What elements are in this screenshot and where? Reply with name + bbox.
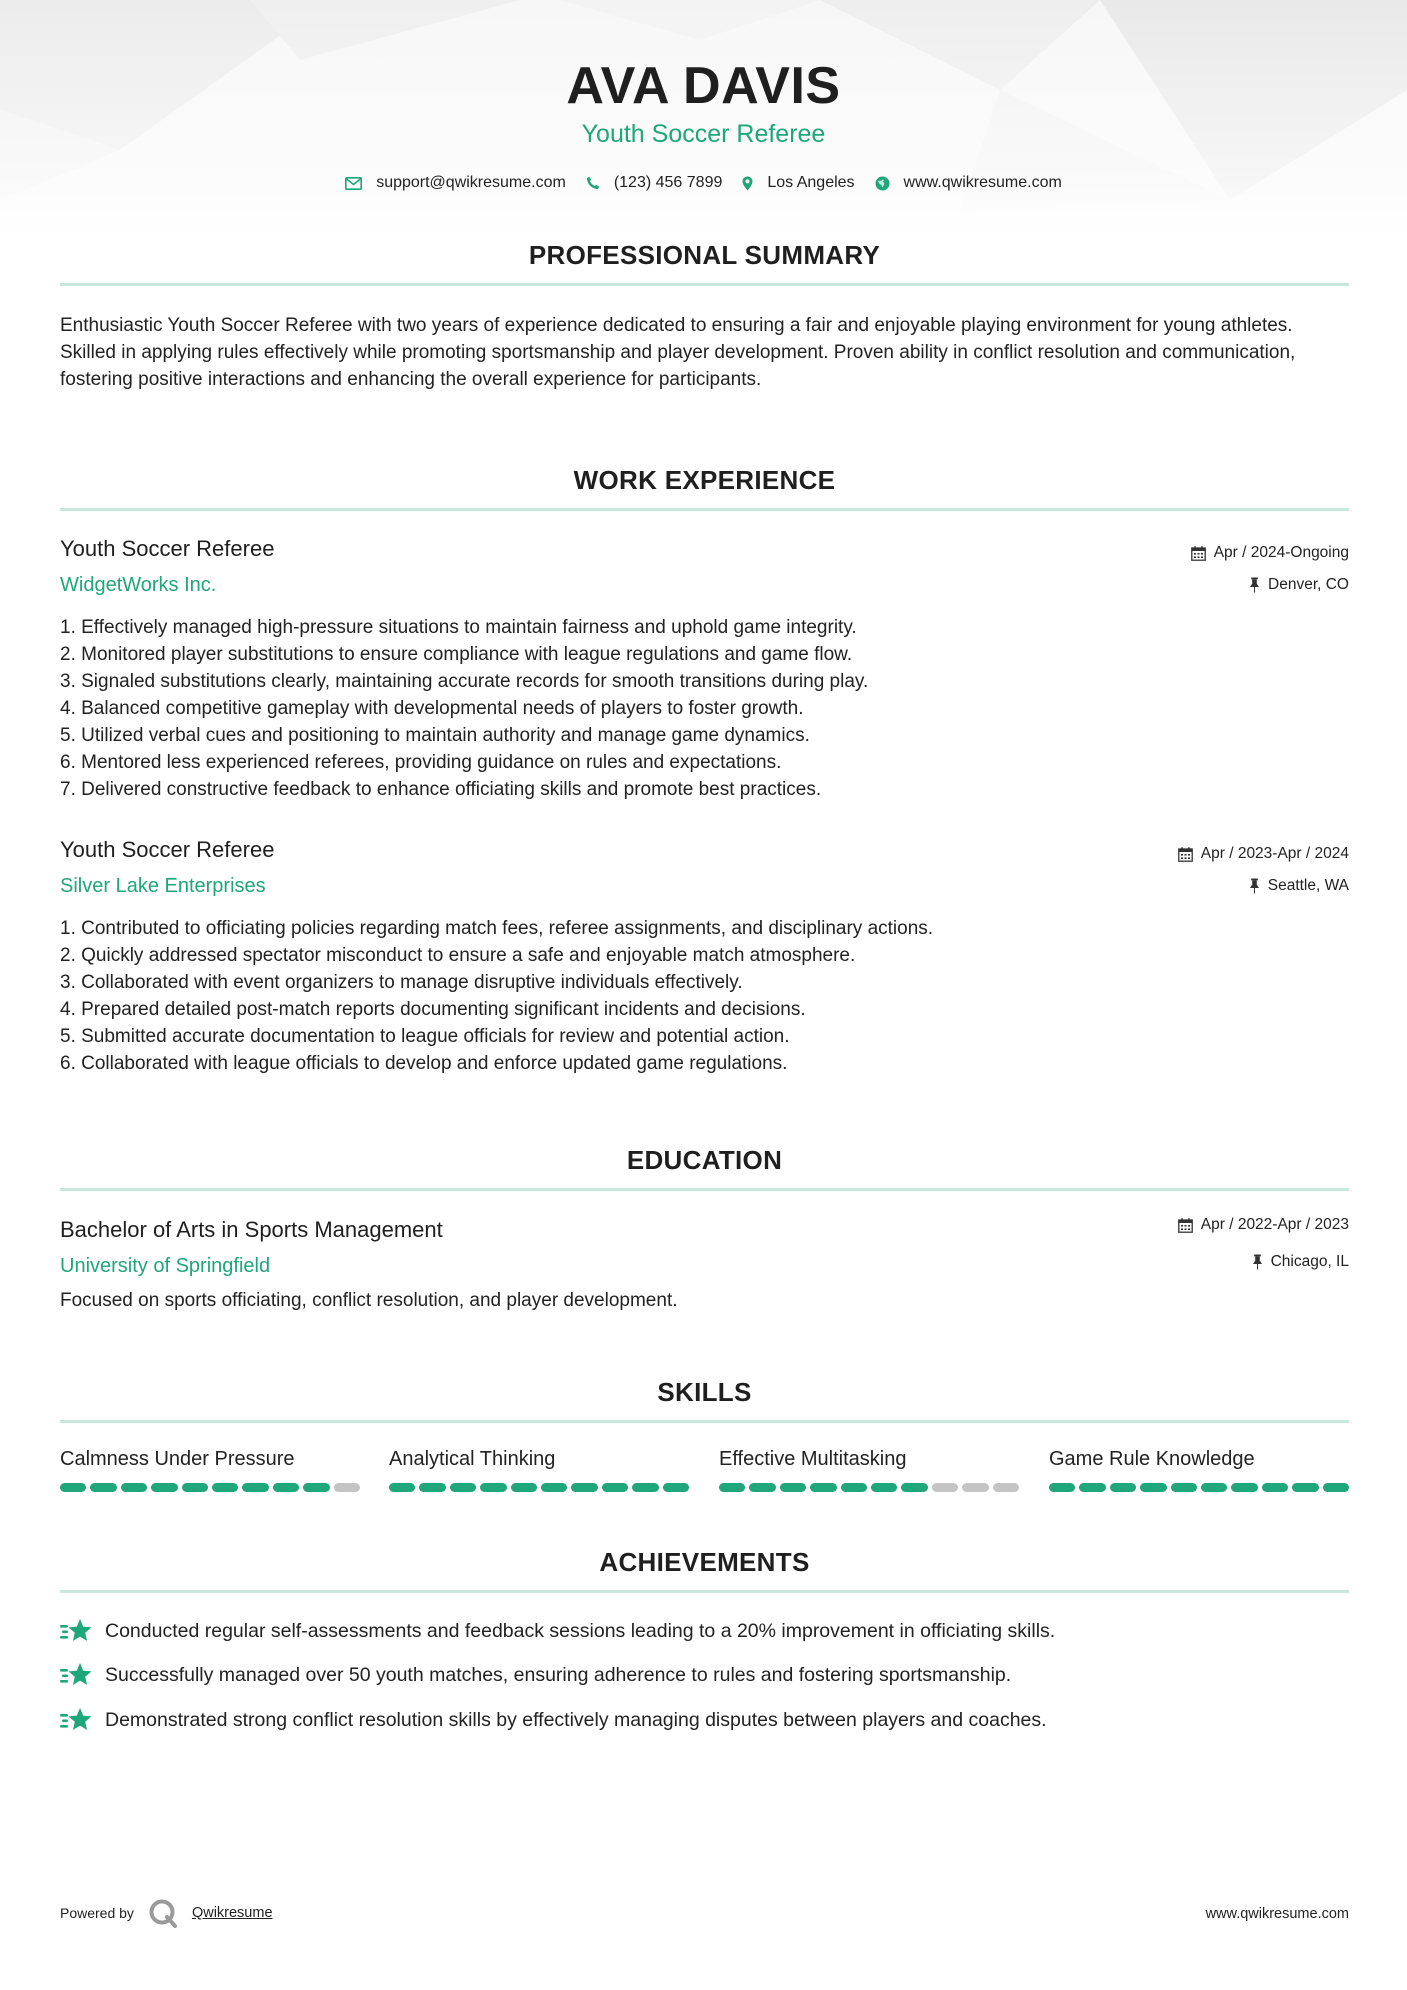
skill-name: Effective Multitasking	[719, 1448, 907, 1470]
skill-dot-filled	[182, 1483, 208, 1492]
contact-bar	[0, 174, 1407, 192]
education-dates	[1178, 1216, 1349, 1234]
skill-dot-filled	[60, 1483, 86, 1492]
skill-name: Calmness Under Pressure	[60, 1448, 295, 1470]
education-location-text: Chicago, IL	[1270, 1253, 1349, 1270]
calendar-icon	[1178, 847, 1193, 862]
skill-name: Analytical Thinking	[389, 1448, 556, 1470]
contact-email[interactable]	[345, 174, 566, 192]
contact-phone[interactable]	[586, 174, 723, 192]
achievement-text: Conducted regular self-assessments and feedback sessions leading to a 20% improvement in officiating skills.	[105, 1619, 1056, 1642]
star-icon	[60, 1707, 93, 1733]
skill-dot-filled	[511, 1483, 537, 1492]
skill-dot-filled	[273, 1483, 299, 1492]
skill-dot-filled	[450, 1483, 476, 1492]
skill-calmness-under-pressure	[60, 1448, 360, 1492]
skills-divider	[60, 1420, 1349, 1423]
education-dates-text: Apr / 2022-Apr / 2023	[1200, 1216, 1349, 1233]
job-1-bullets	[60, 614, 1349, 803]
star-icon	[60, 1618, 93, 1644]
list-item: 6. Collaborated with league officials to develop and enforce updated game regulations.	[60, 1053, 788, 1074]
achievement-text: Demonstrated strong conflict resolution skills by effectively managing disputes between players and coaches.	[105, 1708, 1047, 1731]
skill-dot-filled	[242, 1483, 268, 1492]
skill-dot-filled	[541, 1483, 567, 1492]
achievement-text: Successfully managed over 50 youth matches, ensuring adherence to rules and fostering sportsmanship.	[105, 1663, 1012, 1686]
skill-rating-bar	[719, 1483, 1019, 1492]
job-2-dates-text: Apr / 2023-Apr / 2024	[1200, 845, 1349, 862]
list-item: 1. Contributed to officiating policies regarding match fees, referee assignments, and disciplinary actions.	[60, 918, 934, 939]
experience-heading: WORK EXPERIENCE	[573, 465, 836, 495]
job-1-location	[1249, 576, 1349, 594]
education-degree: Bachelor of Arts in Sports Management	[60, 1217, 443, 1242]
skill-effective-multitasking	[719, 1448, 1019, 1492]
skill-dot-filled	[841, 1483, 867, 1492]
achievement-item	[60, 1618, 1349, 1644]
website-text: www.qwikresume.com	[903, 174, 1062, 191]
skill-dot-filled	[1140, 1483, 1166, 1492]
job-2-company: Silver Lake Enterprises	[60, 875, 266, 897]
footer-website[interactable]: www.qwikresume.com	[1205, 1906, 1349, 1922]
skill-dot-filled	[871, 1483, 897, 1492]
skill-dot-filled	[121, 1483, 147, 1492]
achievement-item	[60, 1662, 1349, 1688]
job-2-location	[1249, 877, 1349, 895]
skill-dot-filled	[901, 1483, 927, 1492]
education-description: Focused on sports officiating, conflict resolution, and player development.	[60, 1290, 678, 1311]
location-text: Los Angeles	[767, 174, 855, 191]
skill-dot-empty	[932, 1483, 958, 1492]
education-location	[1252, 1253, 1349, 1271]
job-1-dates-text: Apr / 2024-Ongoing	[1213, 544, 1349, 561]
skill-dot-filled	[663, 1483, 689, 1492]
skill-name: Game Rule Knowledge	[1049, 1448, 1255, 1470]
list-item: 5. Submitted accurate documentation to league officials for review and potential action.	[60, 1026, 790, 1047]
education-divider	[60, 1188, 1349, 1191]
list-item: 3. Signaled substitutions clearly, maintaining accurate records for smooth transitions during play.	[60, 671, 869, 692]
envelope-icon	[345, 177, 362, 190]
pushpin-icon	[1249, 878, 1260, 894]
achievements-divider	[60, 1590, 1349, 1593]
pushpin-icon	[1249, 577, 1260, 593]
education-heading: EDUCATION	[626, 1145, 783, 1175]
list-item: 4. Balanced competitive gameplay with developmental needs of players to foster growth.	[60, 698, 804, 719]
qwikresume-logo-icon	[148, 1898, 178, 1928]
calendar-icon	[1191, 546, 1206, 561]
contact-website[interactable]	[875, 174, 1062, 192]
job-1-dates	[1191, 544, 1349, 562]
skill-dot-filled	[419, 1483, 445, 1492]
job-2-dates	[1178, 845, 1349, 863]
pushpin-icon	[1252, 1254, 1263, 1270]
job-2-bullets	[60, 915, 1349, 1077]
skill-dot-filled	[1323, 1483, 1349, 1492]
list-item: 3. Collaborated with event organizers to manage disruptive individuals effectively.	[60, 972, 743, 993]
globe-icon	[875, 176, 890, 191]
list-item: 4. Prepared detailed post-match reports documenting significant incidents and decisions.	[60, 999, 806, 1020]
skills-heading: SKILLS	[657, 1377, 752, 1407]
skill-dot-filled	[571, 1483, 597, 1492]
education-school: University of Springfield	[60, 1255, 271, 1277]
skill-dot-empty	[334, 1483, 360, 1492]
skill-rating-bar	[60, 1483, 360, 1492]
candidate-title: Youth Soccer Referee	[581, 120, 826, 148]
skill-dot-filled	[780, 1483, 806, 1492]
powered-by-label: Powered by	[60, 1905, 134, 1921]
skill-dot-filled	[810, 1483, 836, 1492]
skill-dot-filled	[1049, 1483, 1075, 1492]
experience-divider	[60, 508, 1349, 511]
star-icon	[60, 1662, 93, 1688]
skill-dot-filled	[602, 1483, 628, 1492]
skill-dot-empty	[962, 1483, 988, 1492]
skill-dot-empty	[993, 1483, 1019, 1492]
job-1-company: WidgetWorks Inc.	[60, 574, 217, 596]
job-1-location-text: Denver, CO	[1268, 576, 1349, 593]
phone-icon	[586, 176, 600, 190]
skill-dot-filled	[632, 1483, 658, 1492]
skill-analytical-thinking	[389, 1448, 689, 1492]
skill-dot-filled	[1231, 1483, 1257, 1492]
skill-dot-filled	[212, 1483, 238, 1492]
candidate-name: AVA DAVIS	[566, 57, 841, 115]
email-text: support@qwikresume.com	[376, 174, 566, 191]
list-item: 1. Effectively managed high-pressure situations to maintain fairness and uphold game integrity.	[60, 617, 857, 638]
skill-dot-filled	[1079, 1483, 1105, 1492]
qwikresume-link[interactable]: Qwikresume	[191, 1905, 273, 1921]
job-1-title: Youth Soccer Referee	[60, 536, 275, 561]
skill-dot-filled	[303, 1483, 329, 1492]
calendar-icon	[1178, 1218, 1193, 1233]
contact-location	[742, 174, 854, 192]
skill-game-rule-knowledge	[1049, 1448, 1349, 1492]
skill-dot-filled	[749, 1483, 775, 1492]
skill-dot-filled	[1262, 1483, 1288, 1492]
summary-divider	[60, 283, 1349, 286]
skill-dot-filled	[719, 1483, 745, 1492]
list-item: 2. Monitored player substitutions to ensure compliance with league regulations and game flow.	[60, 644, 853, 665]
summary-text: Enthusiastic Youth Soccer Referee with two years of experience dedicated to ensuring a fair and enjoyable playing environment for young athletes. Skilled in applying rules effectively while promoting sportsmanship and player development. Proven ability in conflict resolution and communication, fostering positive interactions and enhancing the overall experience for participants.	[60, 315, 1296, 390]
footer-powered-by	[60, 1898, 273, 1928]
list-item: 7. Delivered constructive feedback to enhance officiating skills and promote best practices.	[60, 779, 822, 800]
list-item: 6. Mentored less experienced referees, providing guidance on rules and expectations.	[60, 752, 782, 773]
job-2-location-text: Seattle, WA	[1267, 877, 1349, 894]
skill-rating-bar	[389, 1483, 689, 1492]
skill-dot-filled	[151, 1483, 177, 1492]
achievement-item	[60, 1707, 1349, 1733]
skill-dot-filled	[1201, 1483, 1227, 1492]
skill-dot-filled	[1171, 1483, 1197, 1492]
skill-dot-filled	[480, 1483, 506, 1492]
job-2-title: Youth Soccer Referee	[60, 837, 275, 862]
phone-text: (123) 456 7899	[613, 174, 723, 191]
summary-heading: PROFESSIONAL SUMMARY	[528, 240, 881, 270]
skill-rating-bar	[1049, 1483, 1349, 1492]
skill-dot-filled	[1110, 1483, 1136, 1492]
skill-dot-filled	[1292, 1483, 1318, 1492]
skill-dot-filled	[90, 1483, 116, 1492]
list-item: 5. Utilized verbal cues and positioning to maintain authority and manage game dynamics.	[60, 725, 810, 746]
list-item: 2. Quickly addressed spectator misconduct to ensure a safe and enjoyable match atmosphere.	[60, 945, 856, 966]
map-marker-icon	[742, 176, 753, 191]
skill-dot-filled	[389, 1483, 415, 1492]
achievements-heading: ACHIEVEMENTS	[599, 1547, 810, 1577]
